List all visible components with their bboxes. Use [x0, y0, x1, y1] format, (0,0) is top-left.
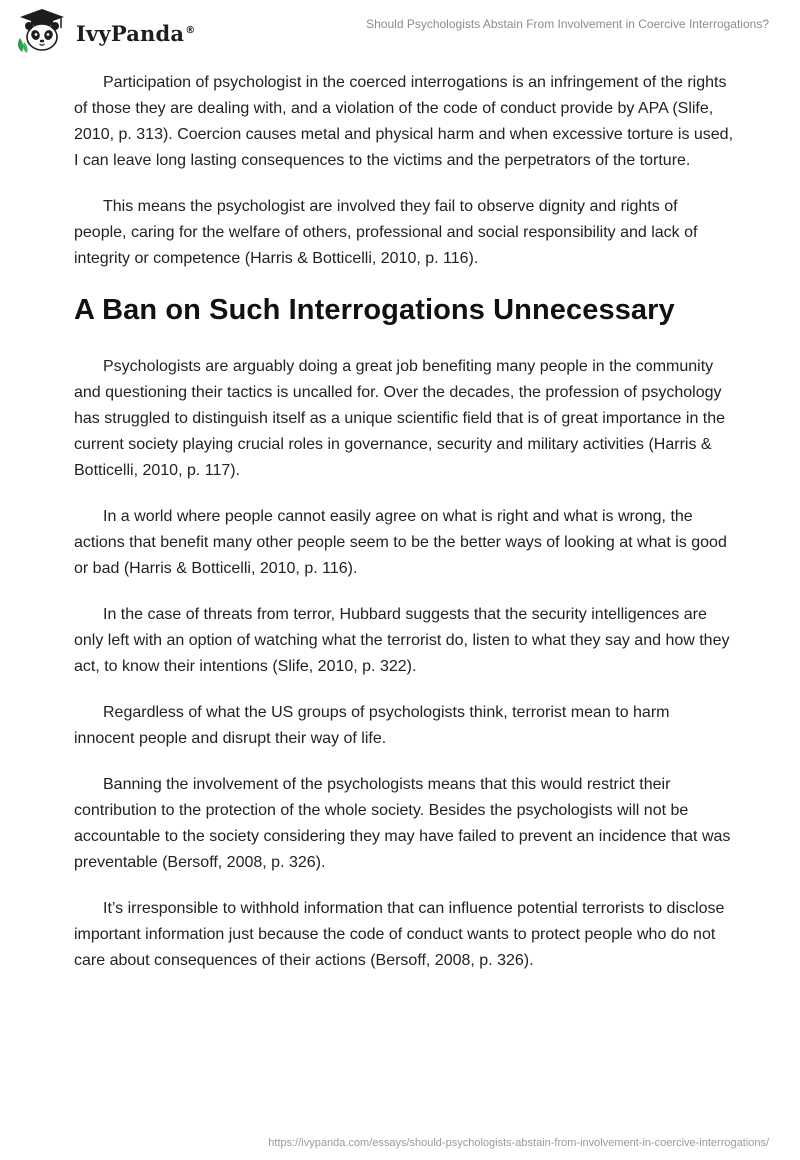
paragraph: Participation of psychologist in the coerced interrogations is an infringement of the rights of those they are dealing with, and a violation of the code of conduct provide by APA (Slife, 2010, p. 313). Coercion causes metal and physical harm and when excessive torture is used, I can leave long lasting consequences to the victims and the perpetrators of the torture. [74, 74, 734, 169]
paragraph: Regardless of what the US groups of psychologists think, terrorist mean to harm innocent people and disrupt their way of life. [74, 704, 670, 747]
page-header [0, 0, 800, 60]
paragraph: This means the psychologist are involved they fail to observe dignity and rights of people, caring for the welfare of others, professional and social responsibility and lack of integrity or competence (Harris & Botticelli, 2010, p. 116). [74, 198, 698, 267]
paragraph: Psychologists are arguably doing a great job benefiting many people in the community and questioning their tactics is uncalled for. Over the decades, the profession of psychology has struggled to distinguish itself as a unique scientific field that is of great importance in the current society playing crucial roles in governance, security and military activities (Harris & Botticelli, 2010, p. 117). [74, 358, 726, 479]
paragraph: In a world where people cannot easily agree on what is right and what is wrong, the actions that benefit many other people seem to be the better ways of looking at what is good or bad (Harris & Botticelli, 2010, p. 116). [74, 508, 727, 577]
essay-content [74, 70, 734, 994]
paragraph: It’s irresponsible to withhold information that can influence potential terrorists to disclose important information just because the code of conduct wants to protect people who do not care about consequences of their actions (Bersoff, 2008, p. 326). [74, 900, 725, 969]
logo-wordmark: IvyPanda® [76, 20, 196, 46]
document-title: Should Psychologists Abstain From Involvement in Coercive Interrogations? [366, 17, 769, 31]
paragraph: Banning the involvement of the psychologists means that this would restrict their contribution to the protection of the whole society. Besides the psychologists will not be accountable to the society considering they may have failed to prevent an incidence that was preventable (Bersoff, 2008, p. 326). [74, 776, 731, 871]
section-heading: A Ban on Such Interrogations Unnecessary [74, 294, 675, 326]
panda-graduate-icon [14, 8, 70, 54]
paragraph: In the case of threats from terror, Hubbard suggests that the security intelligences are only left with an option of watching what the terrorist do, listen to what they say and how they act, to know their intentions (Slife, 2010, p. 322). [74, 606, 730, 675]
ivypanda-logo[interactable] [14, 8, 195, 54]
source-url[interactable]: https://ivypanda.com/essays/should-psychologists-abstain-from-involvement-in-coercive-interrogations/ [268, 1137, 769, 1149]
